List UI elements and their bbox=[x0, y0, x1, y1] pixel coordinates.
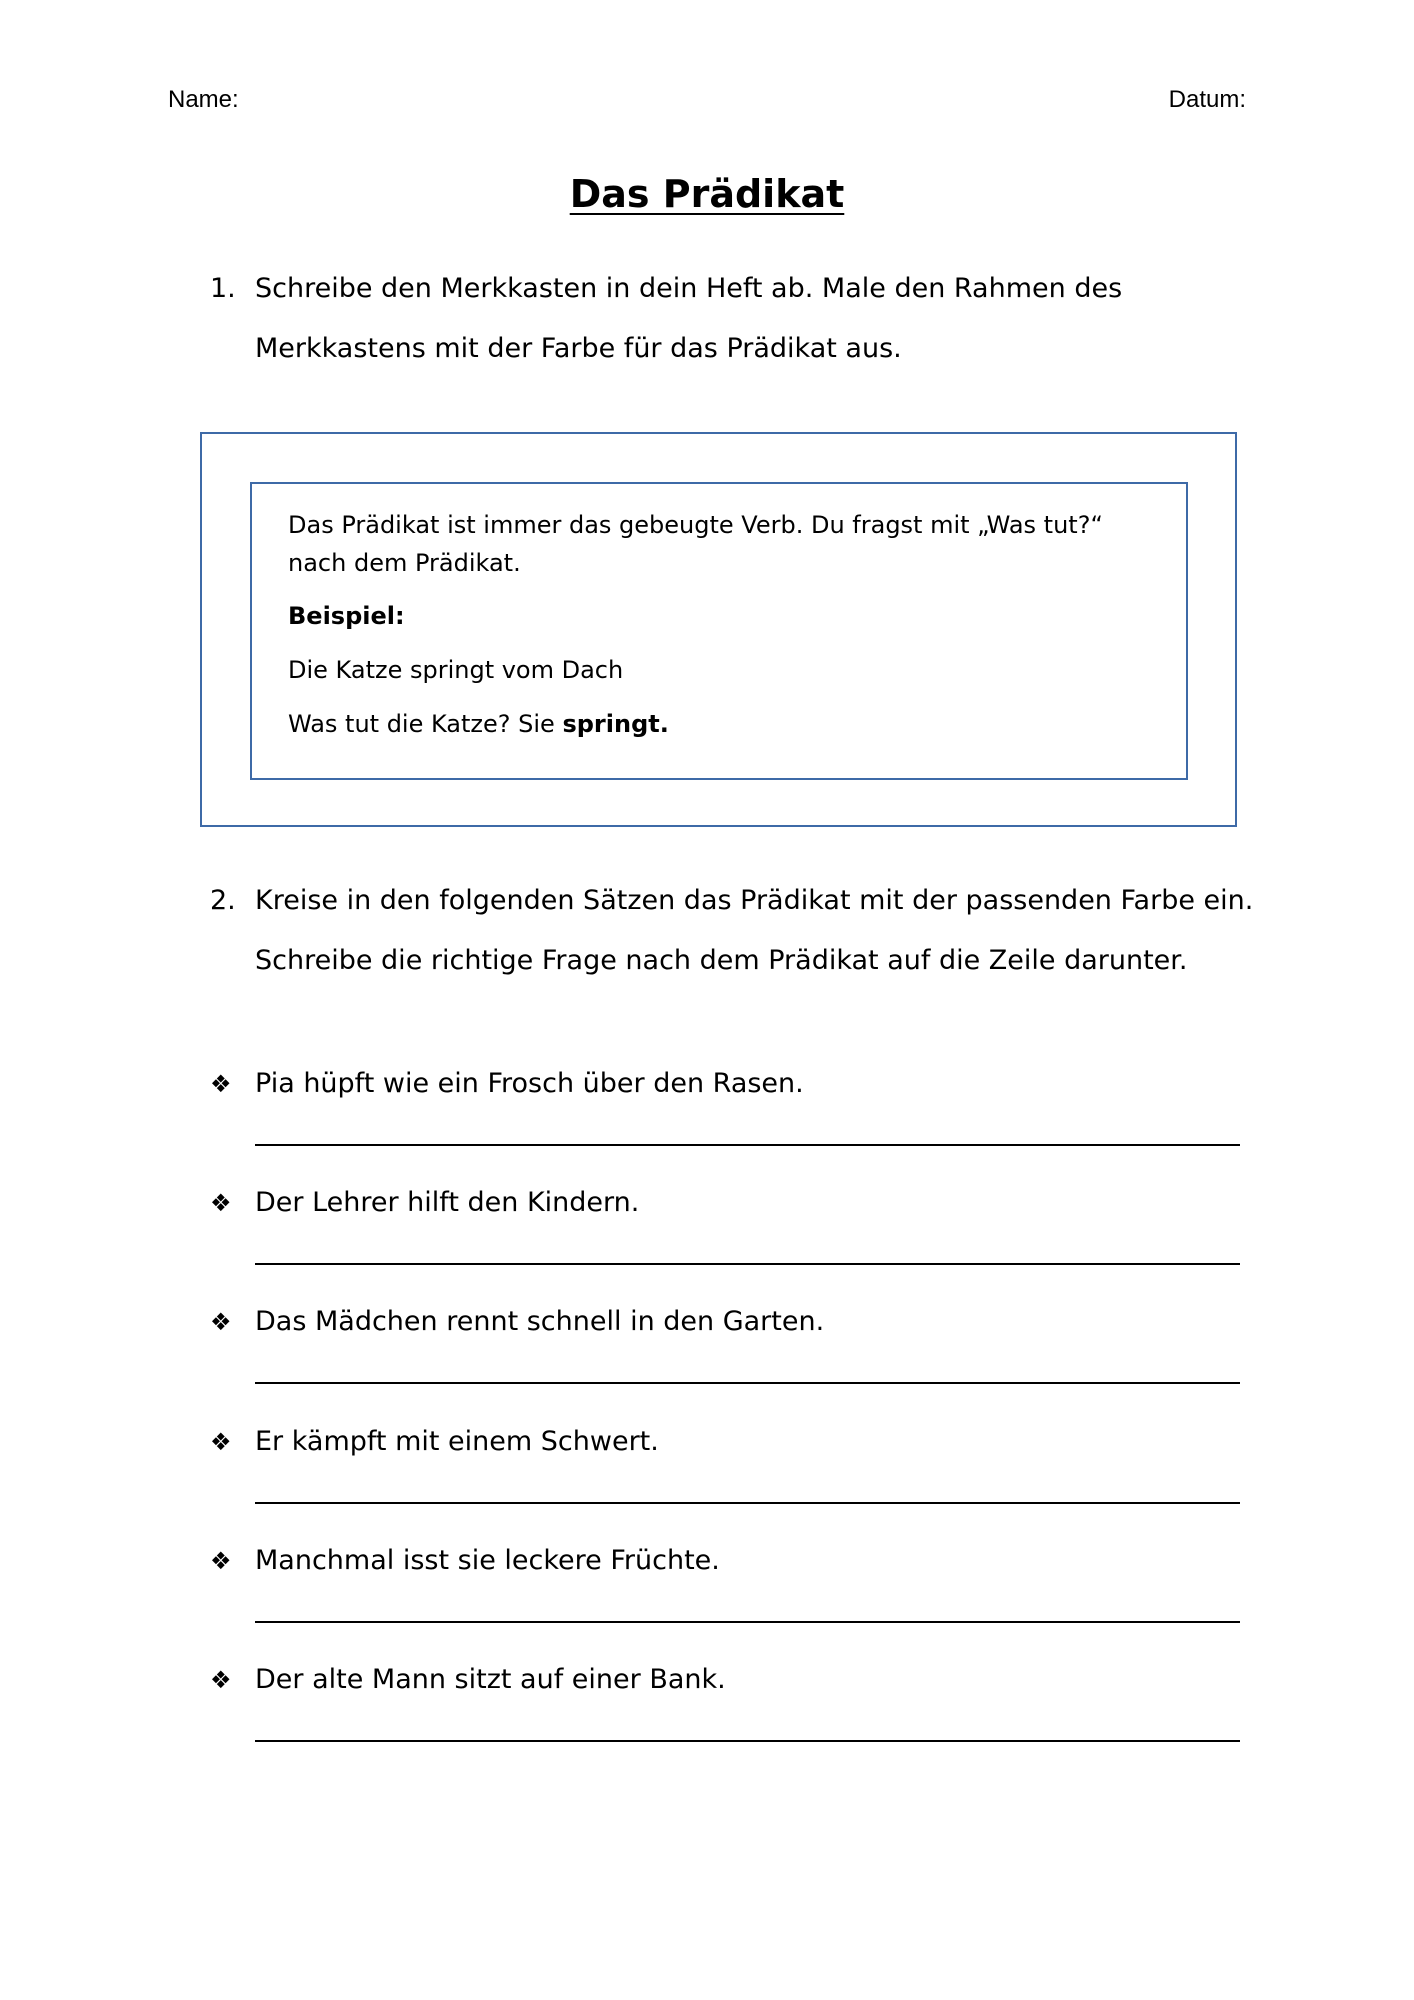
task-1-number: 1. bbox=[210, 273, 236, 304]
task-2 bbox=[210, 871, 1270, 991]
merkkasten bbox=[250, 482, 1188, 780]
bullet-icon: ❖ bbox=[210, 1547, 232, 1575]
exercise-sentence: Das Mädchen rennt schnell in den Garten. bbox=[255, 1306, 825, 1337]
bullet-icon: ❖ bbox=[210, 1189, 232, 1217]
example-question-text: Was tut die Katze? Sie bbox=[288, 710, 563, 738]
task-2-text: Kreise in den folgenden Sätzen das Prädikat mit der passenden Farbe ein. Schreibe die richtige Frage nach dem Prädikat auf die Zeile darunter. bbox=[255, 885, 1254, 976]
example-question bbox=[288, 710, 1152, 738]
answer-line[interactable] bbox=[255, 1263, 1240, 1265]
bullet-icon: ❖ bbox=[210, 1666, 232, 1694]
exercise-sentence: Pia hüpft wie ein Frosch über den Rasen. bbox=[255, 1068, 804, 1099]
bullet-icon: ❖ bbox=[210, 1428, 232, 1456]
task-1 bbox=[210, 259, 1270, 379]
worksheet-title: Das Prädikat bbox=[569, 172, 845, 216]
name-label: Name: bbox=[168, 86, 239, 113]
task-2-number: 2. bbox=[210, 885, 236, 916]
answer-line[interactable] bbox=[255, 1144, 1240, 1146]
answer-line[interactable] bbox=[255, 1621, 1240, 1623]
rule-text: Das Prädikat ist immer das gebeugte Verb. Du fragst mit „Was tut?“ nach dem Prädikat. bbox=[288, 511, 1103, 577]
exercise-sentence: Manchmal isst sie leckere Früchte. bbox=[255, 1545, 720, 1576]
bullet-icon: ❖ bbox=[210, 1070, 232, 1098]
exercise-sentence: Er kämpft mit einem Schwert. bbox=[255, 1426, 659, 1457]
bullet-icon: ❖ bbox=[210, 1308, 232, 1336]
task-1-text: Schreibe den Merkkasten in dein Heft ab. Male den Rahmen des Merkkastens mit der Farbe für das Prädikat aus. bbox=[255, 273, 1123, 364]
exercise-sentence: Der Lehrer hilft den Kindern. bbox=[255, 1187, 640, 1218]
example-answer: springt. bbox=[562, 710, 669, 738]
answer-line[interactable] bbox=[255, 1740, 1240, 1742]
exercise-sentence: Der alte Mann sitzt auf einer Bank. bbox=[255, 1664, 726, 1695]
answer-line[interactable] bbox=[255, 1502, 1240, 1504]
example-label: Beispiel: bbox=[288, 602, 405, 630]
answer-line[interactable] bbox=[255, 1382, 1240, 1384]
date-label: Datum: bbox=[1168, 86, 1246, 113]
example-sentence: Die Katze springt vom Dach bbox=[288, 656, 624, 684]
